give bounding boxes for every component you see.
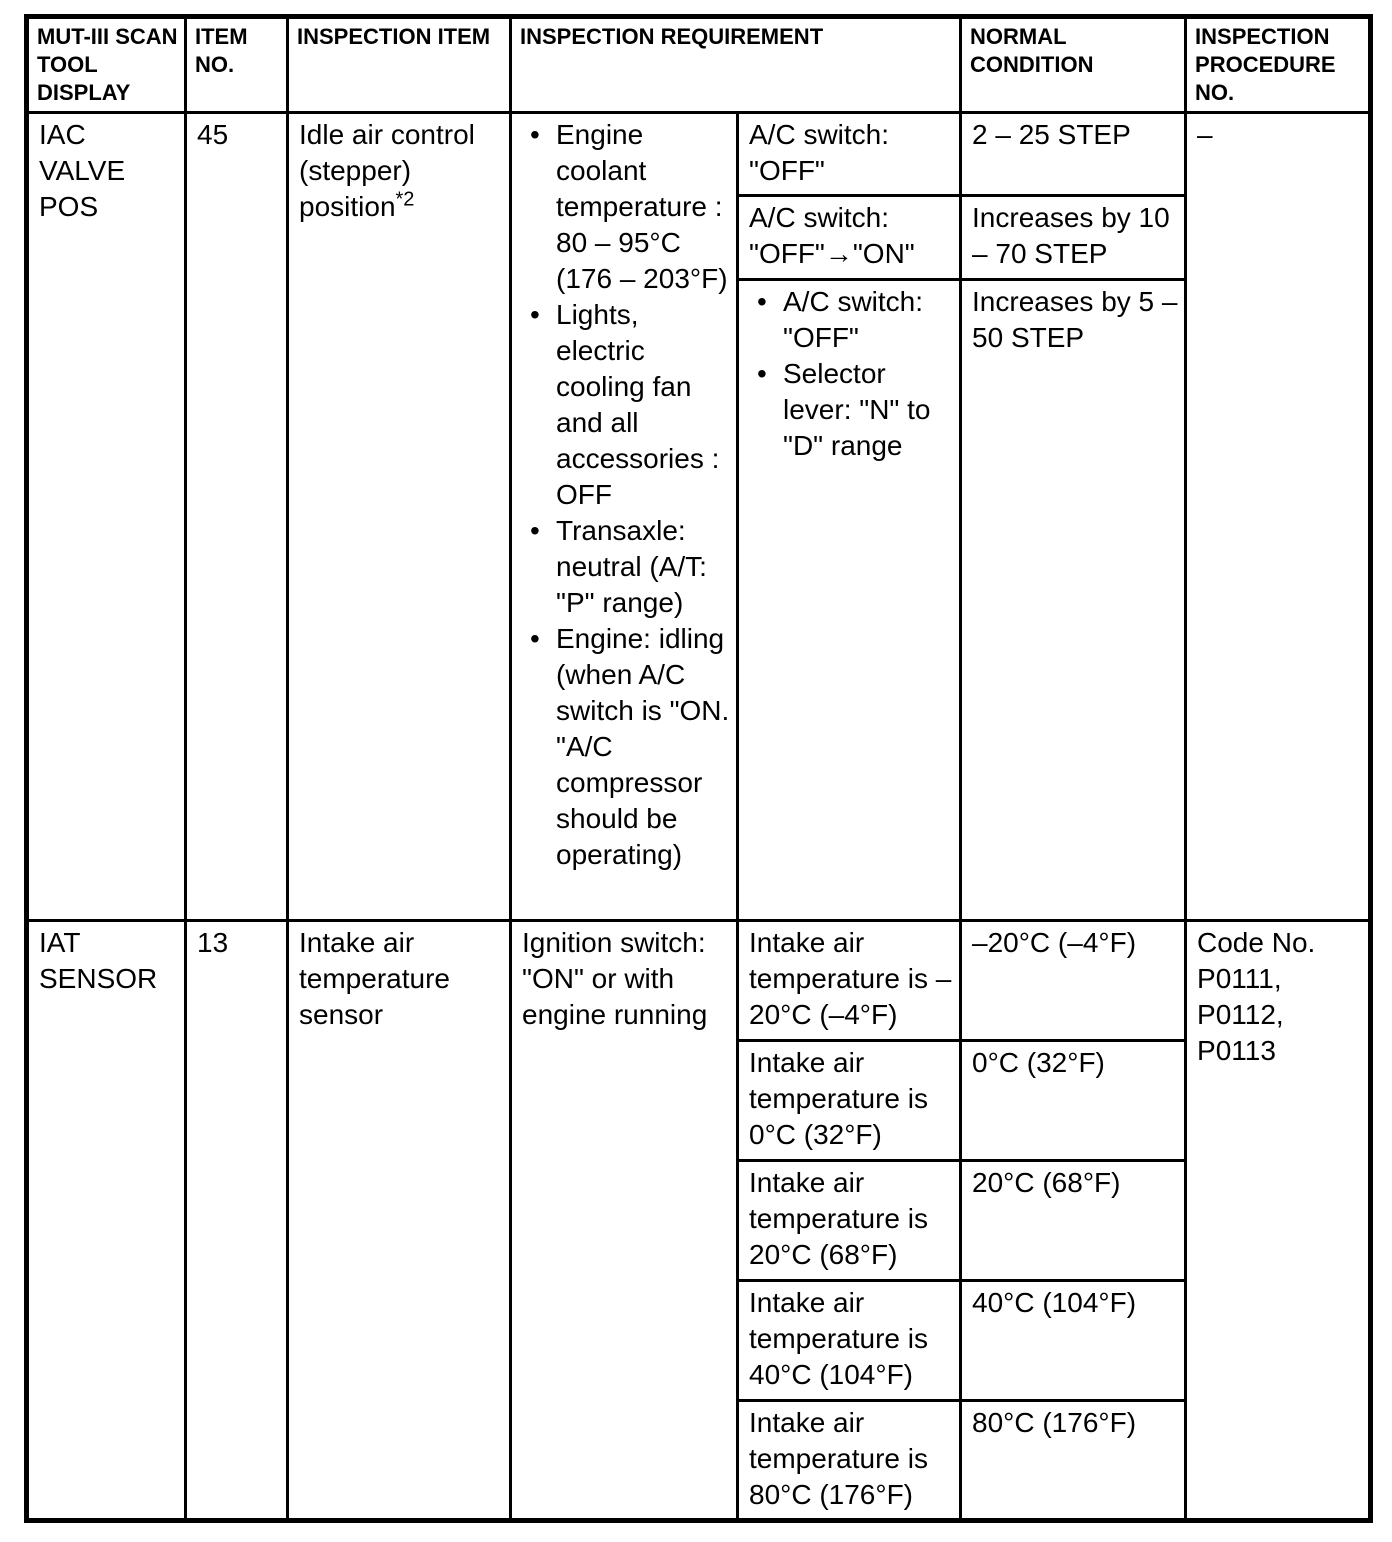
cell-display-iac: IAC VALVE POS <box>27 113 186 921</box>
cell-requirement-iat: Ignition switch: "ON" or with engine running <box>511 921 738 1521</box>
cell-procedure-iat: Code No. P0111, P0112, P0113 <box>1186 921 1371 1521</box>
col-header-item-no: ITEM NO. <box>186 17 288 113</box>
requirement-bullet-list <box>522 117 730 873</box>
requirement-bullet: • Lights, electric cooling fan and all accessories : OFF <box>522 297 730 513</box>
cell-condition-iat-2: Intake air temperature is 20°C (68°F) <box>738 1161 961 1281</box>
cell-condition-iac-2 <box>738 280 961 921</box>
cell-procedure-iac: – <box>1186 113 1371 921</box>
cell-condition-iat-0: Intake air temperature is –20°C (–4°F) <box>738 921 961 1041</box>
condition-bullet-list <box>749 284 953 464</box>
cell-condition-iac-0: A/C switch: "OFF" <box>738 113 961 196</box>
cell-condition-iat-4: Intake air temperature is 80°C (176°F) <box>738 1401 961 1521</box>
requirement-bullet: • Transaxle: neutral (A/T: "P" range) <box>522 513 730 621</box>
table-row <box>27 113 1371 196</box>
col-header-scan-tool-display: MUT-III SCAN TOOL DISPLAY <box>27 17 186 113</box>
cell-inspection-item-iat: Intake air temperature sensor <box>288 921 511 1521</box>
cell-condition-iat-3: Intake air temperature is 40°C (104°F) <box>738 1281 961 1401</box>
cell-item-no-iac: 45 <box>186 113 288 921</box>
col-header-inspection-item: INSPECTION ITEM <box>288 17 511 113</box>
cell-inspection-item-iac <box>288 113 511 921</box>
condition-bullet: • A/C switch: "OFF" <box>749 284 953 356</box>
col-header-inspection-procedure-no: INSPECTION PROCEDURE NO. <box>1186 17 1371 113</box>
table-row <box>27 921 1371 1041</box>
cell-requirement-iac <box>511 113 738 921</box>
inspection-item-text: Idle air control (stepper) position <box>299 119 475 222</box>
table-header-row <box>27 17 1371 113</box>
cell-item-no-iat: 13 <box>186 921 288 1521</box>
cell-normal-iat-2: 20°C (68°F) <box>961 1161 1186 1281</box>
scan-tool-data-table <box>24 14 1373 1523</box>
cell-normal-iat-1: 0°C (32°F) <box>961 1041 1186 1161</box>
condition-bullet: • Selector lever: "N" to "D" range <box>749 356 953 464</box>
requirement-bullet: • Engine coolant temperature : 80 – 95°C (176 – 203°F) <box>522 117 730 297</box>
cell-display-iat: IAT SENSOR <box>27 921 186 1521</box>
cell-normal-iac-0: 2 – 25 STEP <box>961 113 1186 196</box>
cell-normal-iat-3: 40°C (104°F) <box>961 1281 1186 1401</box>
cell-condition-iac-1: A/C switch: "OFF"→"ON" <box>738 196 961 280</box>
cell-normal-iac-1: Increases by 10 – 70 STEP <box>961 196 1186 280</box>
col-header-normal-condition: NORMAL CONDITION <box>961 17 1186 113</box>
inspection-item-footnote-marker: *2 <box>395 188 415 211</box>
cell-normal-iac-2: Increases by 5 – 50 STEP <box>961 280 1186 921</box>
cell-normal-iat-4: 80°C (176°F) <box>961 1401 1186 1521</box>
requirement-bullet: • Engine: idling (when A/C switch is "ON. "A/C compressor should be operating) <box>522 621 730 873</box>
cell-condition-iat-1: Intake air temperature is 0°C (32°F) <box>738 1041 961 1161</box>
col-header-inspection-requirement: INSPECTION REQUIREMENT <box>511 17 961 113</box>
cell-normal-iat-0: –20°C (–4°F) <box>961 921 1186 1041</box>
